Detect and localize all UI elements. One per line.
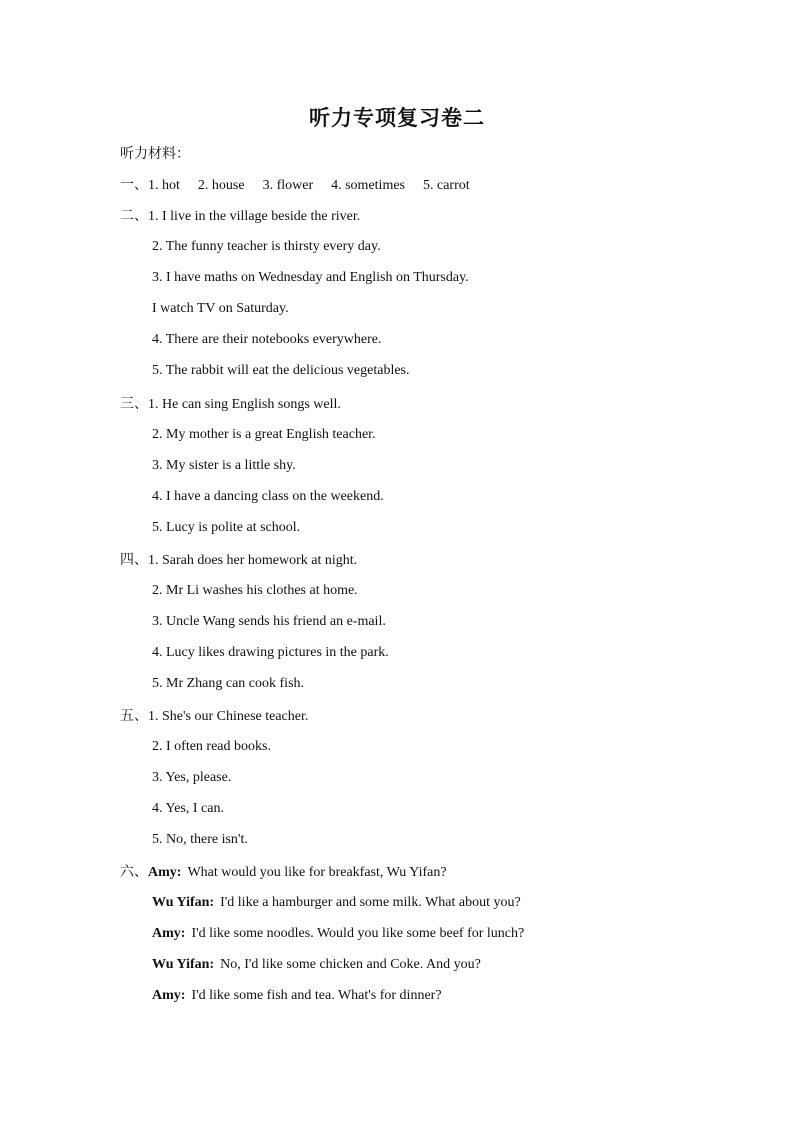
sentence-item: 2. Mr Li washes his clothes at home. <box>152 583 358 598</box>
sentence-item: 2. My mother is a great English teacher. <box>152 427 376 442</box>
word-item: 5. carrot <box>423 178 470 193</box>
section-3-line <box>120 394 341 415</box>
sentence-item: 2. The funny teacher is thirsty every day. <box>152 239 381 254</box>
sentence-item: 4. Lucy likes drawing pictures in the park. <box>152 645 389 660</box>
word-item: 3. flower <box>262 178 314 193</box>
sentence-item: 3. My sister is a little shy. <box>152 458 296 473</box>
section-2-label: 二、 <box>120 208 148 224</box>
sentence-item: 5. The rabbit will eat the delicious vegetables. <box>152 363 410 378</box>
section-6-line <box>120 862 447 883</box>
sentence-item: 5. Lucy is polite at school. <box>152 520 301 535</box>
dialogue-line <box>152 924 524 944</box>
section-4-label: 四、 <box>120 552 148 568</box>
dialogue-text: I'd like some noodles. Would you like some beef for lunch? <box>191 926 525 941</box>
section-5-line <box>120 706 308 727</box>
sentence-item: 1. He can sing English songs well. <box>148 397 341 412</box>
speaker-name: Wu Yifan: <box>152 957 215 972</box>
sentence-item: 4. I have a dancing class on the weekend. <box>152 489 384 504</box>
page-title: 听力专项复习卷二 <box>309 105 485 130</box>
sentence-item: 3. I have maths on Wednesday and English on Thursday. <box>152 270 469 285</box>
sentence-item: 1. She's our Chinese teacher. <box>148 709 309 724</box>
section-1-line <box>120 175 488 196</box>
speaker-name: Amy: <box>152 926 186 941</box>
section-2-line <box>120 206 360 227</box>
sentence-item: I watch TV on Saturday. <box>152 301 289 316</box>
sentence-item: 4. There are their notebooks everywhere. <box>152 332 382 347</box>
section-4-line <box>120 550 357 571</box>
section-3-label: 三、 <box>120 396 148 412</box>
word-item: 1. hot <box>148 178 180 193</box>
sentence-item: 4. Yes, I can. <box>152 801 224 816</box>
sentence-item: 1. I live in the village beside the river. <box>148 209 361 224</box>
sentence-item: 3. Yes, please. <box>152 770 232 785</box>
word-item: 2. house <box>197 178 245 193</box>
sentence-item: 2. I often read books. <box>152 739 271 754</box>
dialogue-line <box>152 986 442 1006</box>
dialogue-text: No, I'd like some chicken and Coke. And you? <box>220 957 481 972</box>
sentence-item: 5. No, there isn't. <box>152 832 248 847</box>
section-6-label: 六、 <box>120 864 148 880</box>
dialogue-text: I'd like a hamburger and some milk. What about you? <box>220 895 521 910</box>
dialogue-line <box>152 893 521 913</box>
section-5-label: 五、 <box>120 708 148 724</box>
materials-heading: 听力材料： <box>120 146 190 162</box>
section-1-label: 一、 <box>120 177 148 193</box>
speaker-name: Amy: <box>148 865 182 880</box>
speaker-name: Wu Yifan: <box>152 895 215 910</box>
sentence-item: 3. Uncle Wang sends his friend an e-mail. <box>152 614 386 629</box>
sentence-item: 5. Mr Zhang can cook fish. <box>152 676 305 691</box>
dialogue-text: What would you like for breakfast, Wu Yifan? <box>187 865 447 880</box>
sentence-item: 1. Sarah does her homework at night. <box>148 553 358 568</box>
speaker-name: Amy: <box>152 988 186 1003</box>
word-item: 4. sometimes <box>331 178 405 193</box>
dialogue-text: I'd like some fish and tea. What's for dinner? <box>191 988 442 1003</box>
dialogue-line <box>152 955 481 975</box>
